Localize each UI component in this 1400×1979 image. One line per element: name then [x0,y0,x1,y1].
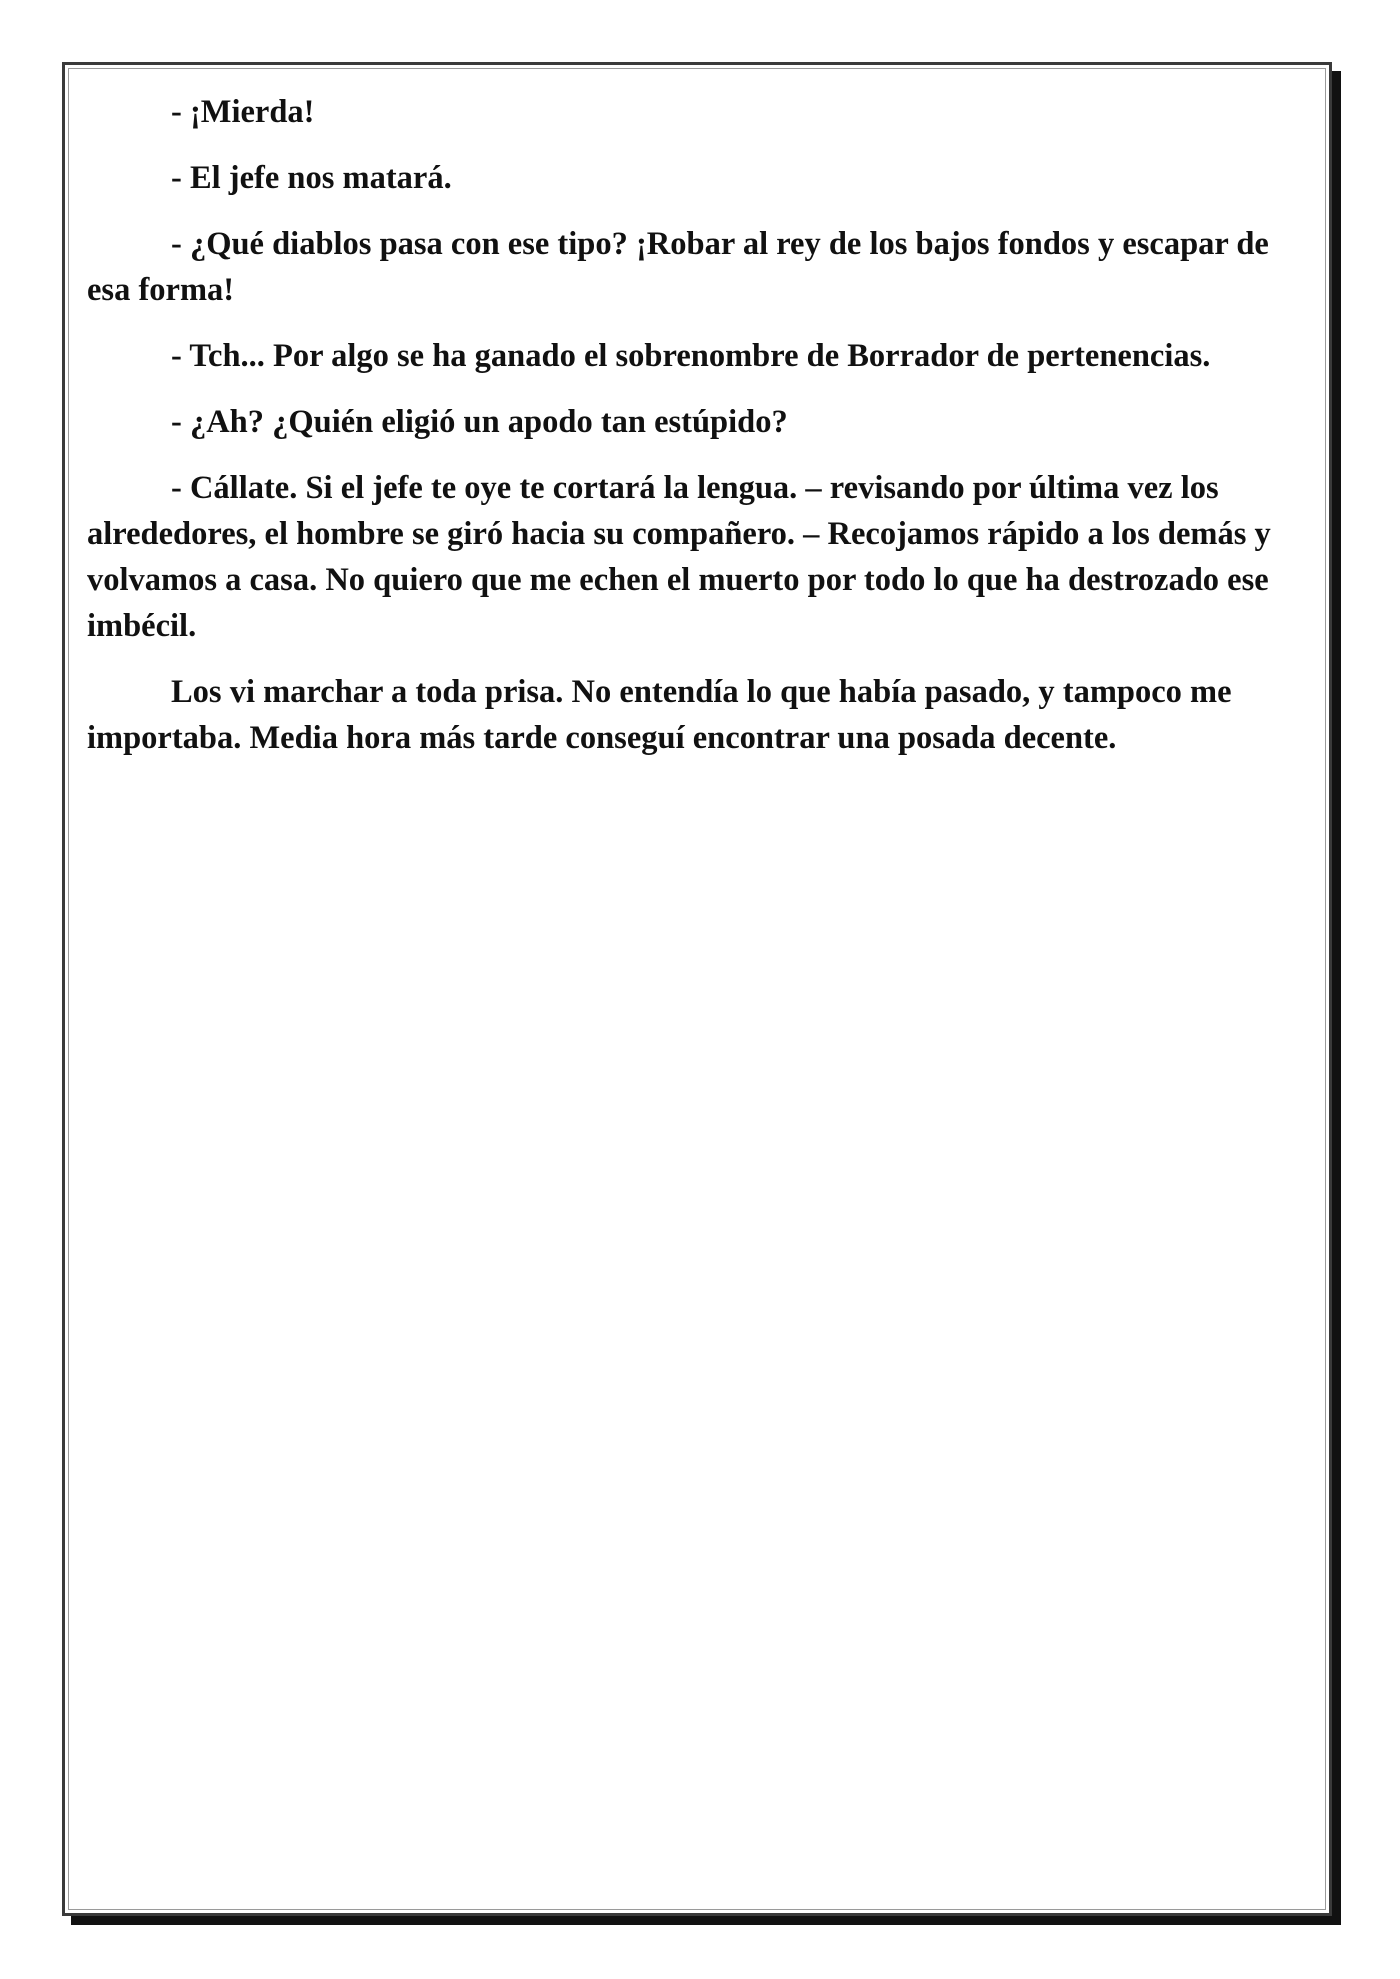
paragraph: Los vi marchar a toda prisa. No entendía lo que había pasado, y tampoco me importaba. Media hora más tarde conseguí encontrar una posada decente. [87,674,1232,756]
document-body [87,89,1312,781]
page-frame [62,62,1332,1916]
paragraph: - El jefe nos matará. [171,160,452,196]
paragraph: - ¡Mierda! [171,94,315,130]
paragraph: - ¿Ah? ¿Quién eligió un apodo tan estúpido? [171,404,788,440]
paragraph: - Cállate. Si el jefe te oye te cortará la lengua. – revisando por última vez los alrededores, el hombre se giró hacia su compañero. – Recojamos rápido a los demás y volvamos a casa. No quiero que me echen el muerto por todo lo que ha destrozado ese imbécil. [87,470,1271,644]
paragraph: - ¿Qué diablos pasa con ese tipo? ¡Robar al rey de los bajos fondos y escapar de esa forma! [87,226,1269,308]
paragraph: - Tch... Por algo se ha ganado el sobrenombre de Borrador de pertenencias. [171,338,1211,374]
